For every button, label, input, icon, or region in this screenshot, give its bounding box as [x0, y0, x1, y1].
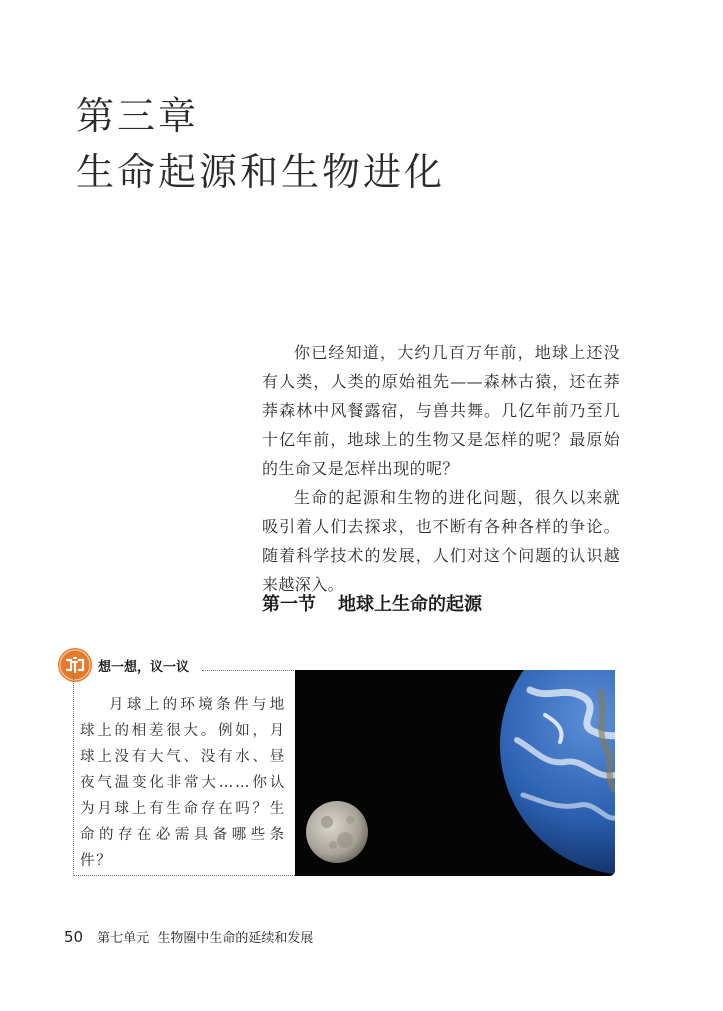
page-footer [64, 927, 313, 946]
earth-moon-photo [295, 670, 615, 876]
section-title: 地球上生命的起源 [338, 594, 482, 615]
activity-question: 月球上的环境条件与地球上的相差很大。例如，月球上没有大气、没有水、昼夜气温变化非常大……你认为月球上有生命存在吗？生命的存在必需具备哪些条件？ [80, 697, 286, 869]
unit-name: 第七单元 [97, 931, 150, 946]
page-number: 50 [64, 928, 84, 946]
intro-text [262, 338, 620, 599]
chapter-number: 第三章 [76, 94, 200, 138]
activity-label: 想一想，议一议 [98, 660, 190, 675]
unit-title: 生物圈中生命的延续和发展 [157, 931, 314, 946]
intro-paragraph-2: 生命的起源和生物的进化问题，很久以来就吸引着人们去探求，也不断有各种各样的争论。随着科学技术的发展，人们对这个问题的认识越来越深入。 [262, 488, 620, 594]
section-number: 第一节 [262, 594, 316, 615]
chapter-title [76, 88, 445, 200]
chapter-name: 生命起源和生物进化 [76, 150, 446, 194]
activity-text [80, 692, 286, 874]
earth-moon-image [295, 670, 615, 876]
section-heading [262, 590, 482, 616]
intro-paragraph-1: 你已经知道，大约几百万年前，地球上还没有人类，人类的原始祖先——森林古猿，还在莽莽森林中风餐露宿，与兽共舞。几亿年前乃至几十亿年前，地球上的生物又是怎样的呢？最原始的生命又是怎样出现的呢？ [262, 343, 620, 478]
